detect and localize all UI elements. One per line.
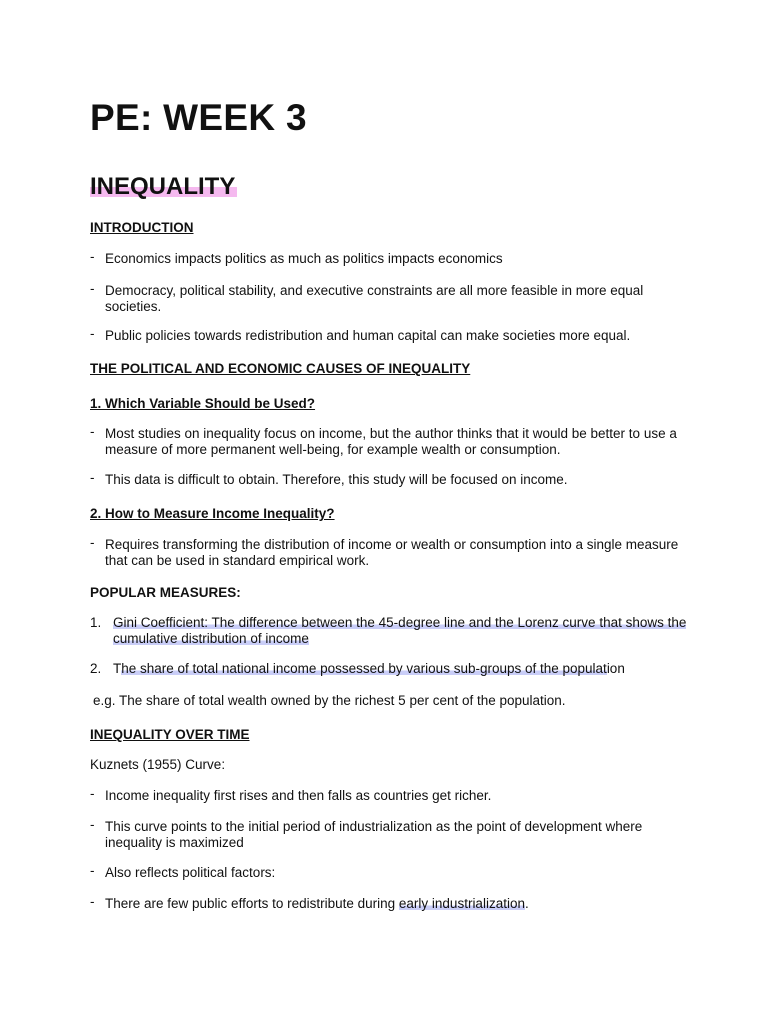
bullet-text: Public policies towards redistribution and human capital can make societies more equal. (105, 328, 631, 343)
over-time-bullet-1 (90, 788, 690, 804)
intro-bullet-1 (90, 251, 690, 267)
bullet-text (105, 896, 690, 912)
text-fragment: There are few public efforts to redistribute during (105, 896, 399, 911)
text-fragment: T (113, 661, 122, 676)
highlight: he share of total national income possessed by various sub-groups of the populat (121, 661, 607, 676)
section-title-highlight: INEQUALITY (90, 173, 236, 200)
bullet-dash: - (90, 424, 95, 439)
sub2-heading: 2. How to Measure Income Inequality? (90, 506, 335, 521)
text-fragment: ion (606, 661, 625, 676)
bullet-text: Most studies on inequality focus on income, but the author thinks that it would be better to use a measure of more permanent well-being, for example wealth or consumption. (105, 426, 677, 457)
bullet-dash: - (90, 894, 95, 909)
bullet-dash: - (90, 281, 95, 296)
bullet-text: Also reflects political factors: (105, 865, 276, 880)
list-number: 2. (90, 661, 102, 676)
bullet-dash: - (90, 786, 95, 801)
measures-example: e.g. The share of total wealth owned by the richest 5 per cent of the population. (93, 693, 566, 708)
bullet-text: Requires transforming the distribution of income or wealth or consumption into a single measure that can be used in standard empirical work. (105, 537, 679, 568)
highlight: early industrialization (398, 896, 525, 911)
bullet-text: Democracy, political stability, and executive constraints are all more feasible in more equal societies. (105, 283, 644, 314)
over-time-heading: INEQUALITY OVER TIME (90, 727, 250, 742)
causes-heading: THE POLITICAL AND ECONOMIC CAUSES OF INEQUALITY (90, 361, 471, 376)
bullet-dash: - (90, 817, 95, 832)
highlight: Gini Coefficient: The difference between the 45-degree line and the Lorenz curve that shows the cumulative distribution of income (113, 615, 687, 646)
sub1-bullet-2 (90, 472, 690, 488)
bullet-dash: - (90, 249, 95, 264)
bullet-dash: - (90, 326, 95, 341)
measures-heading: POPULAR MEASURES: (90, 585, 241, 600)
bullet-dash: - (90, 863, 95, 878)
intro-bullet-3 (90, 328, 690, 344)
measure-text (113, 615, 690, 647)
sub1-bullet-1 (90, 426, 690, 458)
list-number: 1. (90, 615, 102, 630)
over-time-bullet-4 (90, 896, 690, 912)
over-time-bullet-3 (90, 865, 690, 881)
bullet-dash: - (90, 470, 95, 485)
kuznets-label: Kuznets (1955) Curve: (90, 757, 226, 772)
over-time-bullet-2 (90, 819, 690, 851)
bullet-text: This data is difficult to obtain. Therefore, this study will be focused on income. (105, 472, 568, 487)
sub2-bullet-1 (90, 537, 690, 569)
measure-item-1 (90, 615, 690, 647)
bullet-text: Economics impacts politics as much as politics impacts economics (105, 251, 503, 266)
intro-bullet-2 (90, 283, 690, 315)
sub1-heading: 1. Which Variable Should be Used? (90, 396, 316, 411)
text-fragment: . (524, 896, 529, 911)
bullet-dash: - (90, 535, 95, 550)
section-title (90, 171, 237, 203)
page-title: PE: WEEK 3 (90, 97, 307, 138)
bullet-text: This curve points to the initial period of industrialization as the point of development where inequality is maximized (105, 819, 643, 850)
measure-item-2 (90, 661, 690, 677)
bullet-text: Income inequality first rises and then falls as countries get richer. (105, 788, 492, 803)
intro-heading: INTRODUCTION (90, 220, 194, 235)
measure-text (113, 661, 690, 677)
